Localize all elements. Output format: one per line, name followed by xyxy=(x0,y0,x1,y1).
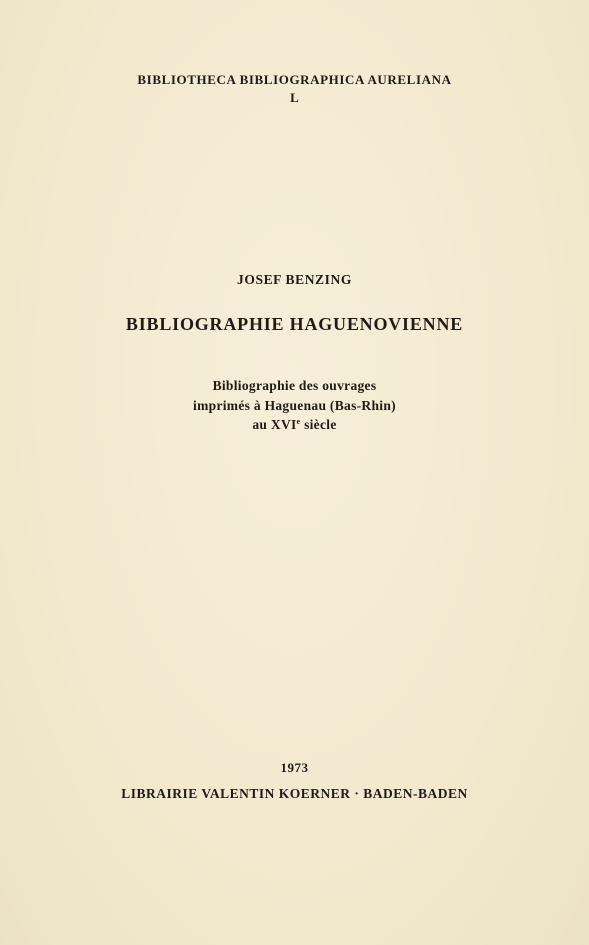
subtitle-line-3 xyxy=(0,417,589,433)
subtitle-line-3-suffix: siècle xyxy=(300,417,337,432)
subtitle-line-1: Bibliographie des ouvrages xyxy=(212,378,377,393)
series-title: BIBLIOTHECA BIBLIOGRAPHICA AURELIANA xyxy=(137,72,452,87)
author-name: JOSEF BENZING xyxy=(237,272,352,287)
subtitle-line-2: imprimés à Haguenau (Bas-Rhin) xyxy=(193,398,396,413)
publisher: LIBRAIRIE VALENTIN KOERNER · BADEN-BADEN xyxy=(121,786,468,801)
subtitle-superscript: e xyxy=(296,417,301,426)
publication-year: 1973 xyxy=(280,760,309,775)
series-number: L xyxy=(290,90,299,105)
subtitle-line-3-prefix: au XVI xyxy=(252,417,297,432)
book-title: BIBLIOGRAPHIE HAGUENOVIENNE xyxy=(125,314,464,334)
